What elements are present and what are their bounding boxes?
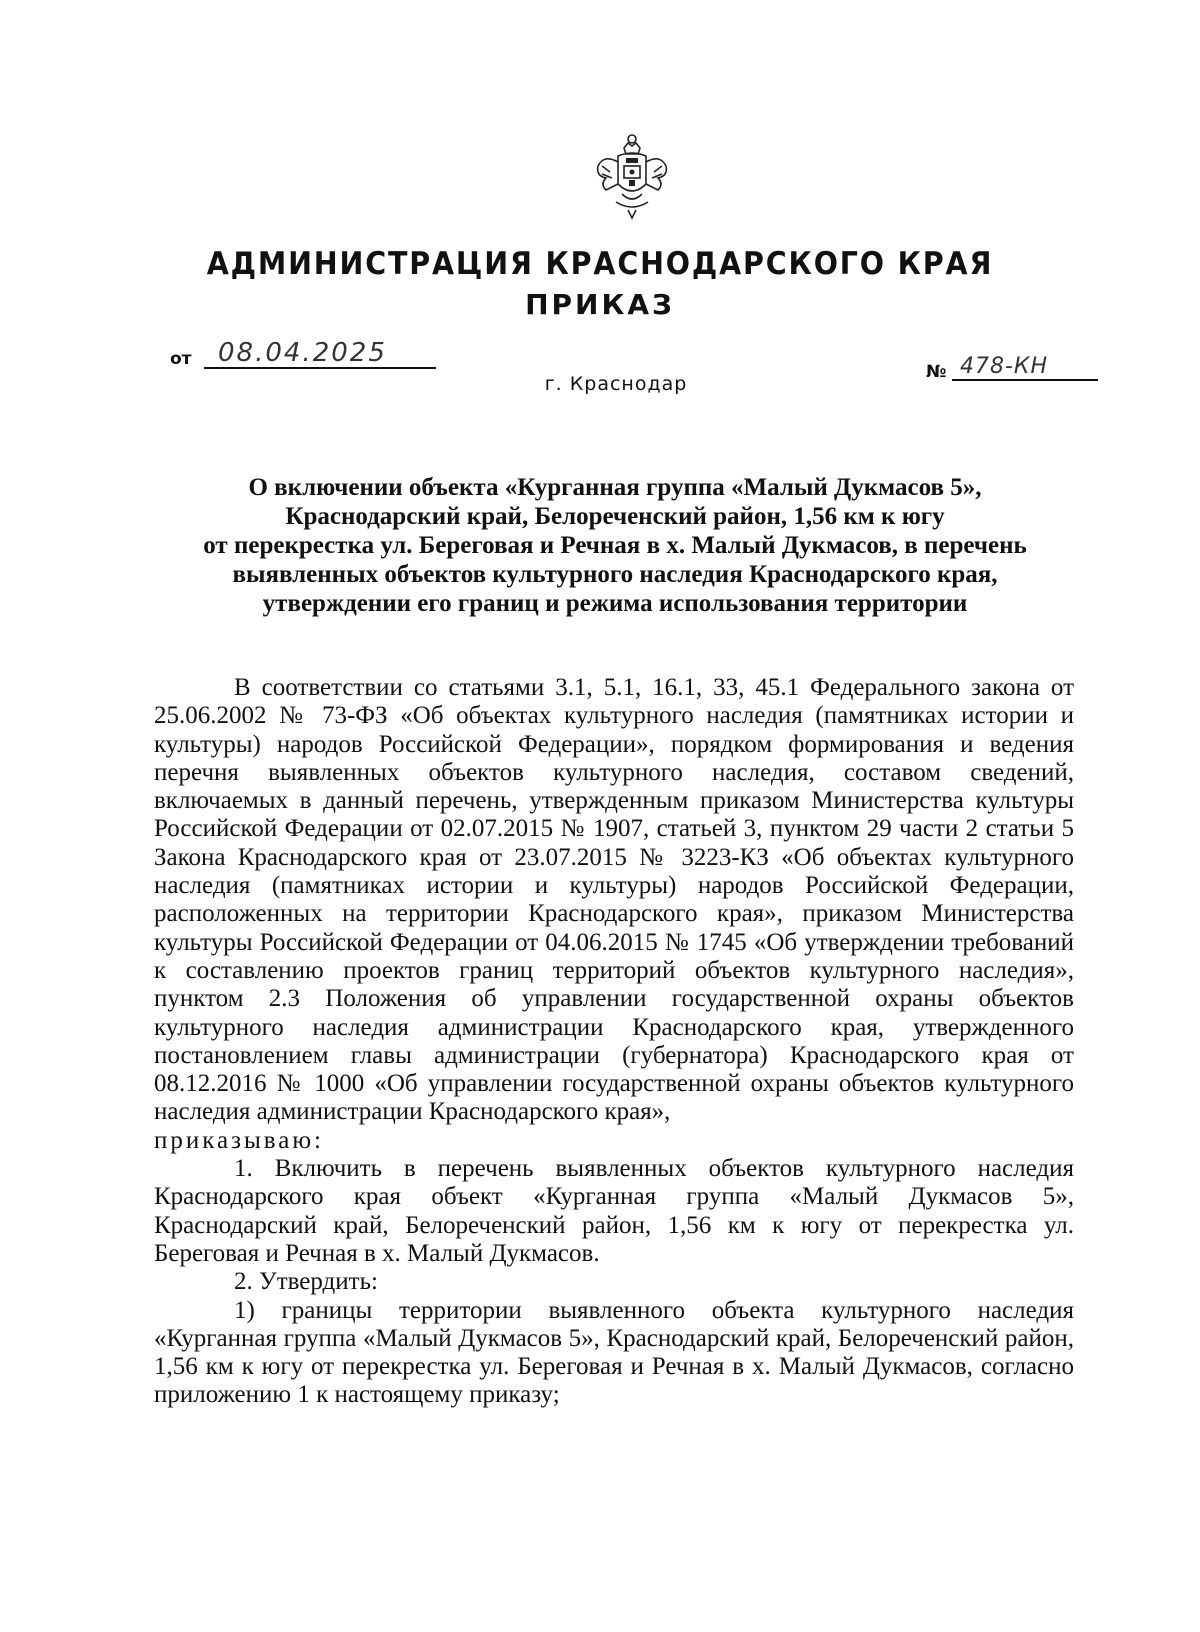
title-line: выявленных объектов культурного наследия Краснодарского края,: [232, 561, 998, 588]
title-line: от перекрестка ул. Береговая и Речная в х. Малый Дукмасов, в перечень: [203, 532, 1027, 559]
preamble-paragraph: В соответствии со статьями 3.1, 5.1, 16.1, 33, 45.1 Федерального закона от 25.06.2002 № 73-ФЗ «Об объектах культурного наследия (памятниках истории и культуры) народов Российской Федерации», порядком формирования и ведения перечня выявленных объектов культурного наследия, составом сведений, включаемых в данный перечень, утвержденным приказом Министерства культуры Российской Федерации от 02.07.2015 № 1907, статьей 3, пунктом 29 части 2 статьи 5 Закона Краснодарского края от 23.07.2015 № 3223-КЗ «Об объектах культурного наследия (памятниках истории и культуры) народов Российской Федерации, расположенных на территории Краснодарского края», приказом Министерства культуры Российской Федерации от 04.06.2015 № 1745 «Об утверждении требований к составлению проектов границ территорий объектов культурного наследия», пунктом 2.3 Положения об управлении государственной охраны объектов культурного наследия администрации Краснодарского края, утвержденного постановлением главы администрации (губернатора) Краснодарского края от 08.12.2016 № 1000 «Об управлении государственной охраны объектов культурного наследия администрации Краснодарского края»,: [154, 674, 1074, 1126]
item-2-1-paragraph: 1) границы территории выявленного объекта культурного наследия «Курганная группа «Малый Дукмасов 5», Краснодарский край, Белореченский район, 1,56 км к югу от перекрестка ул. Береговая и Речная в х. Малый Дукмасов, согласно приложению 1 к настоящему приказу;: [154, 1296, 1074, 1409]
date-value: 08.04.2025: [218, 338, 387, 368]
organization-name: АДМИНИСТРАЦИЯ КРАСНОДАРСКОГО КРАЯ: [206, 246, 994, 282]
document-title: [150, 473, 1080, 618]
number-label: №: [926, 362, 947, 382]
title-line: Краснодарский край, Белореченский район, 1,56 км к югу: [285, 503, 945, 530]
order-word: приказываю:: [154, 1126, 324, 1154]
document-body: [154, 674, 1074, 1410]
date-label: от: [170, 349, 192, 369]
city: г. Краснодар: [544, 373, 688, 395]
coat-of-arms-emblem: [592, 132, 672, 222]
document-type: ПРИКАЗ: [525, 288, 675, 321]
number-underline: [952, 379, 1098, 381]
title-line: О включении объекта «Курганная группа «Малый Дукмасов 5»,: [248, 474, 982, 501]
item-1-paragraph: 1. Включить в перечень выявленных объектов культурного наследия Краснодарского края объект «Курганная группа «Малый Дукмасов 5», Краснодарский край, Белореченский район, 1,56 км к югу от перекрестка ул. Береговая и Речная в х. Малый Дукмасов.: [154, 1155, 1074, 1267]
title-line: утверждении его границ и режима использования территории: [262, 590, 968, 617]
item-2-paragraph: 2. Утвердить:: [234, 1268, 378, 1296]
number-value: 478-КН: [960, 354, 1049, 379]
